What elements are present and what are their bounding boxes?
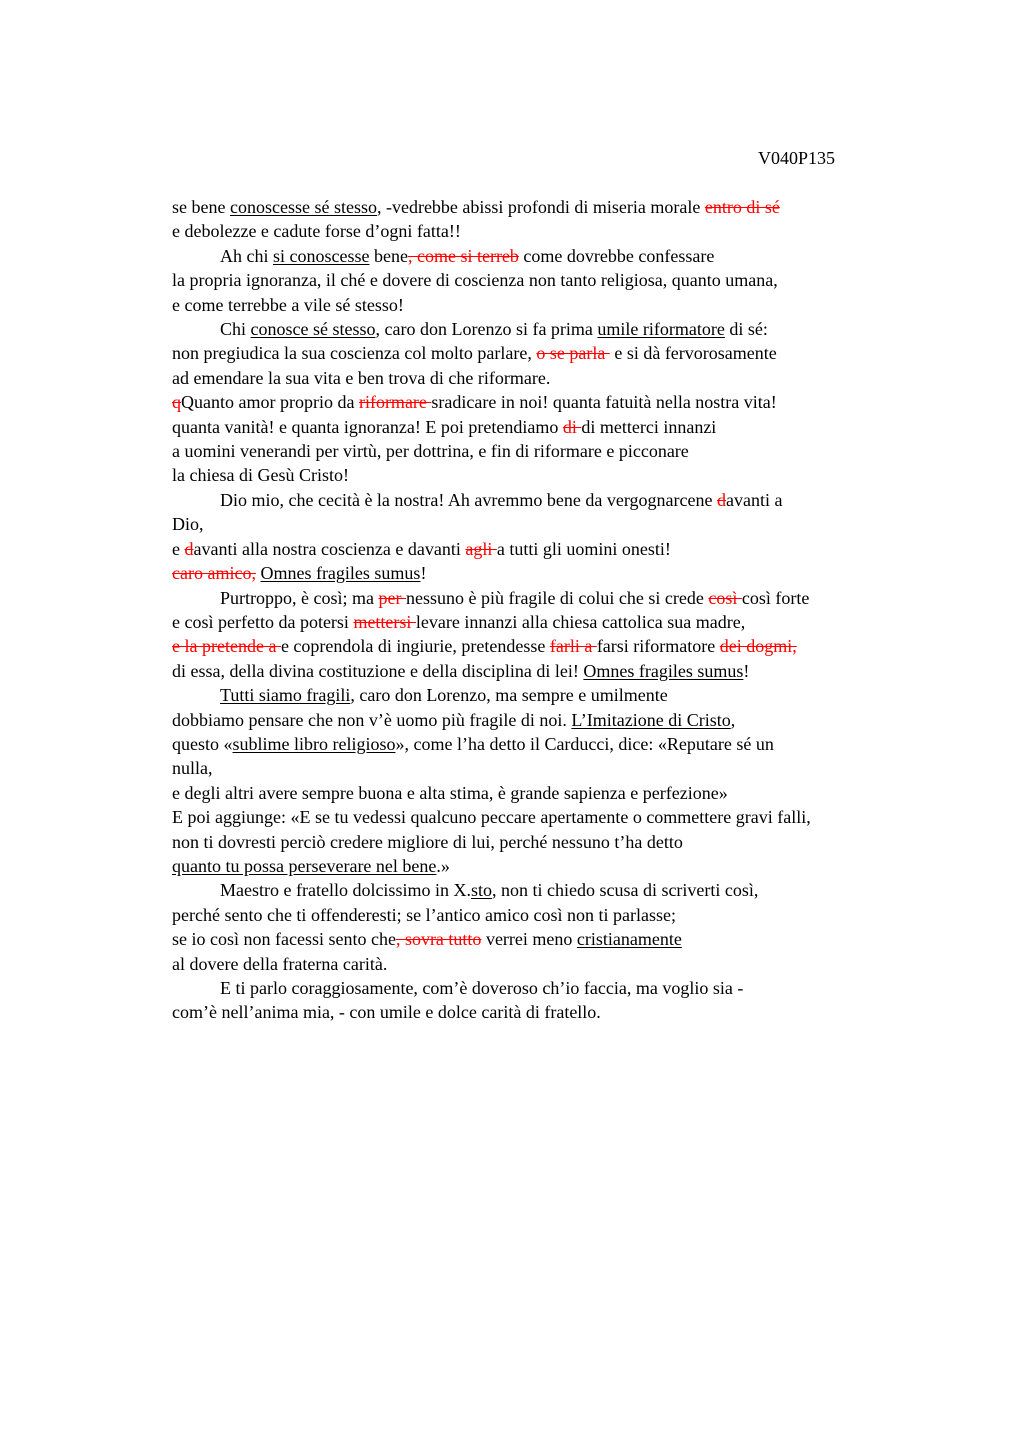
letter-body	[172, 195, 932, 1025]
text-line	[172, 561, 932, 585]
text-line	[172, 756, 932, 780]
text-line	[172, 219, 932, 243]
text-segment: a tutti gli uomini onesti!	[496, 538, 671, 559]
text-segment: E ti parlo coraggiosamente, com’è doveroso ch’io faccia, ma voglio sia -	[220, 978, 744, 998]
deleted-text: o se parla	[536, 343, 610, 364]
text-line	[172, 244, 932, 268]
text-segment: nulla,	[172, 758, 213, 779]
deleted-text: d	[184, 538, 194, 559]
text-line	[172, 341, 932, 365]
deleted-text: caro amico,	[172, 563, 256, 584]
text-segment: verrei meno	[481, 929, 577, 950]
deleted-text: , come si terreb	[407, 245, 519, 266]
text-segment: così forte	[741, 587, 810, 608]
text-segment: , caro don Lorenzo, ma sempre e umilmente	[350, 685, 668, 706]
text-segment: come dovrebbe confessare	[518, 245, 715, 266]
text-segment: al dovere della fraterna carità.	[172, 953, 388, 974]
deleted-text: entro di sé	[704, 197, 780, 217]
text-segment: e così perfetto da potersi	[172, 611, 354, 632]
text-segment: la chiesa di Gesù Cristo!	[172, 465, 349, 486]
underlined-text: conoscesse sé stesso	[229, 197, 377, 217]
text-line	[172, 781, 932, 805]
text-line	[172, 463, 932, 487]
underlined-text: sublime libro religioso	[232, 733, 396, 754]
text-line	[172, 488, 932, 512]
text-segment: Quanto amor proprio da	[181, 392, 359, 413]
text-line	[172, 1000, 932, 1024]
text-segment: ,	[730, 709, 736, 730]
text-line	[172, 976, 932, 1000]
text-line	[172, 537, 932, 561]
deleted-text: d	[716, 489, 726, 510]
text-segment: Maestro e fratello dolcissimo in X.	[220, 880, 471, 901]
deleted-text: mettersi	[353, 611, 416, 632]
text-segment: la propria ignoranza, il ché e dovere di coscienza non tanto religiosa, quanto umana,	[172, 270, 778, 291]
text-line	[172, 854, 932, 878]
text-segment: , caro don Lorenzo si fa prima	[375, 319, 598, 340]
text-segment: questo «	[172, 733, 233, 754]
deleted-text: riformare	[358, 392, 432, 413]
deleted-text: per	[378, 587, 406, 608]
text-segment: di metterci innanzi	[581, 416, 717, 437]
text-line	[172, 586, 932, 610]
text-line	[172, 268, 932, 292]
text-line	[172, 366, 932, 390]
text-segment: e come terrebbe a vile sé stesso!	[172, 294, 404, 315]
text-segment: », come l’ha detto il Carducci, dice: «Reputare sé un	[395, 733, 774, 754]
text-segment: a uomini venerandi per virtù, per dottrina, e fin di riformare e picconare	[172, 441, 689, 462]
text-line	[172, 195, 932, 219]
underlined-text: conosce sé stesso	[250, 319, 376, 340]
text-segment: quanta vanità! e quanta ignoranza! E poi pretendiamo	[172, 416, 563, 437]
text-segment: Dio mio, che cecità è la nostra! Ah avremmo bene da vergognarcene	[220, 489, 717, 510]
text-line	[172, 927, 932, 951]
text-line	[172, 512, 932, 536]
text-segment: e	[172, 538, 185, 559]
text-line	[172, 415, 932, 439]
text-segment: se io così non facessi sento che	[172, 929, 396, 950]
deleted-text: agli	[465, 538, 497, 559]
deleted-text: farli a	[549, 636, 597, 657]
text-segment: e coprendola di ingiurie, pretendesse	[280, 636, 550, 657]
text-segment: avanti a	[725, 489, 783, 510]
text-segment: E poi aggiunge: «E se tu vedessi qualcuno peccare apertamente o commettere gravi falli,	[172, 807, 811, 828]
text-line	[172, 439, 932, 463]
text-segment: se bene	[172, 197, 230, 217]
text-segment: , -vedrebbe abissi profondi di miseria morale	[376, 197, 705, 217]
text-line	[172, 683, 932, 707]
text-line	[172, 830, 932, 854]
text-line	[172, 708, 932, 732]
text-segment: Purtroppo, è così; ma	[220, 587, 379, 608]
text-line	[172, 805, 932, 829]
underlined-text: cristianamente	[576, 929, 682, 950]
text-segment: !	[743, 660, 750, 681]
text-segment: levare innanzi alla chiesa cattolica sua madre,	[415, 611, 746, 632]
text-segment: .»	[436, 855, 450, 876]
text-segment: nessuno è più fragile di colui che si crede	[405, 587, 709, 608]
underlined-text: Tutti siamo fragili	[220, 685, 351, 706]
text-segment: non ti dovresti perciò credere migliore di lui, perché nessuno t’ha detto	[172, 831, 683, 852]
text-segment: avanti alla nostra coscienza e davanti	[193, 538, 466, 559]
text-segment: di essa, della divina costituzione e della disciplina di lei!	[172, 660, 584, 681]
text-segment: non pregiudica la sua coscienza col molto parlare,	[172, 343, 537, 364]
underlined-text: L’Imitazione di Cristo	[571, 709, 731, 730]
text-line	[172, 610, 932, 634]
underlined-text: quanto tu possa perseverare nel bene	[172, 855, 437, 876]
underlined-text: sto	[470, 880, 492, 901]
underlined-text: Omnes fragiles sumus	[583, 660, 744, 681]
text-segment: com’è nell’anima mia, - con umile e dolce carità di fratello.	[172, 1002, 601, 1023]
text-segment: Dio,	[172, 514, 204, 535]
deleted-text: di	[562, 416, 582, 437]
underlined-text: umile riformatore	[597, 319, 725, 340]
deleted-text: così	[708, 587, 742, 608]
text-line	[172, 878, 932, 902]
text-segment: e si dà fervorosamente	[609, 343, 777, 364]
text-line	[172, 317, 932, 341]
text-line	[172, 659, 932, 683]
text-segment: , non ti chiedo scusa di scriverti così,	[491, 880, 759, 901]
text-segment: Chi	[220, 319, 251, 340]
page-identifier: V040P135	[758, 148, 836, 168]
text-line	[172, 634, 932, 658]
underlined-text: Omnes fragiles sumus	[260, 563, 421, 584]
text-line	[172, 732, 932, 756]
text-line	[172, 390, 932, 414]
text-line	[172, 952, 932, 976]
text-segment: di sé:	[724, 319, 768, 340]
deleted-text: , sovra tutto	[395, 929, 482, 950]
underlined-text: si conoscesse	[273, 245, 370, 266]
text-segment: ad emendare la sua vita e ben trova di che riformare.	[172, 367, 551, 388]
text-segment: dobbiamo pensare che non v’è uomo più fragile di noi.	[172, 709, 572, 730]
text-line	[172, 903, 932, 927]
text-segment: bene	[369, 245, 408, 266]
text-segment: perché sento che ti offenderesti; se l’antico amico così non ti parlasse;	[172, 904, 676, 925]
deleted-text: q	[172, 392, 181, 413]
deleted-text: e la pretende a	[172, 636, 281, 657]
text-segment: farsi riformatore	[596, 636, 720, 657]
text-segment: e degli altri avere sempre buona e alta stima, è grande sapienza e perfezione»	[172, 782, 728, 803]
deleted-text: dei dogmi,	[719, 636, 797, 657]
text-segment: sradicare in noi! quanta fatuità nella nostra vita!	[431, 392, 777, 413]
text-line	[172, 293, 932, 317]
text-segment: e debolezze e cadute forse d’ogni fatta!!	[172, 221, 461, 242]
text-segment: !	[420, 563, 427, 584]
text-segment: Ah chi	[220, 245, 273, 266]
